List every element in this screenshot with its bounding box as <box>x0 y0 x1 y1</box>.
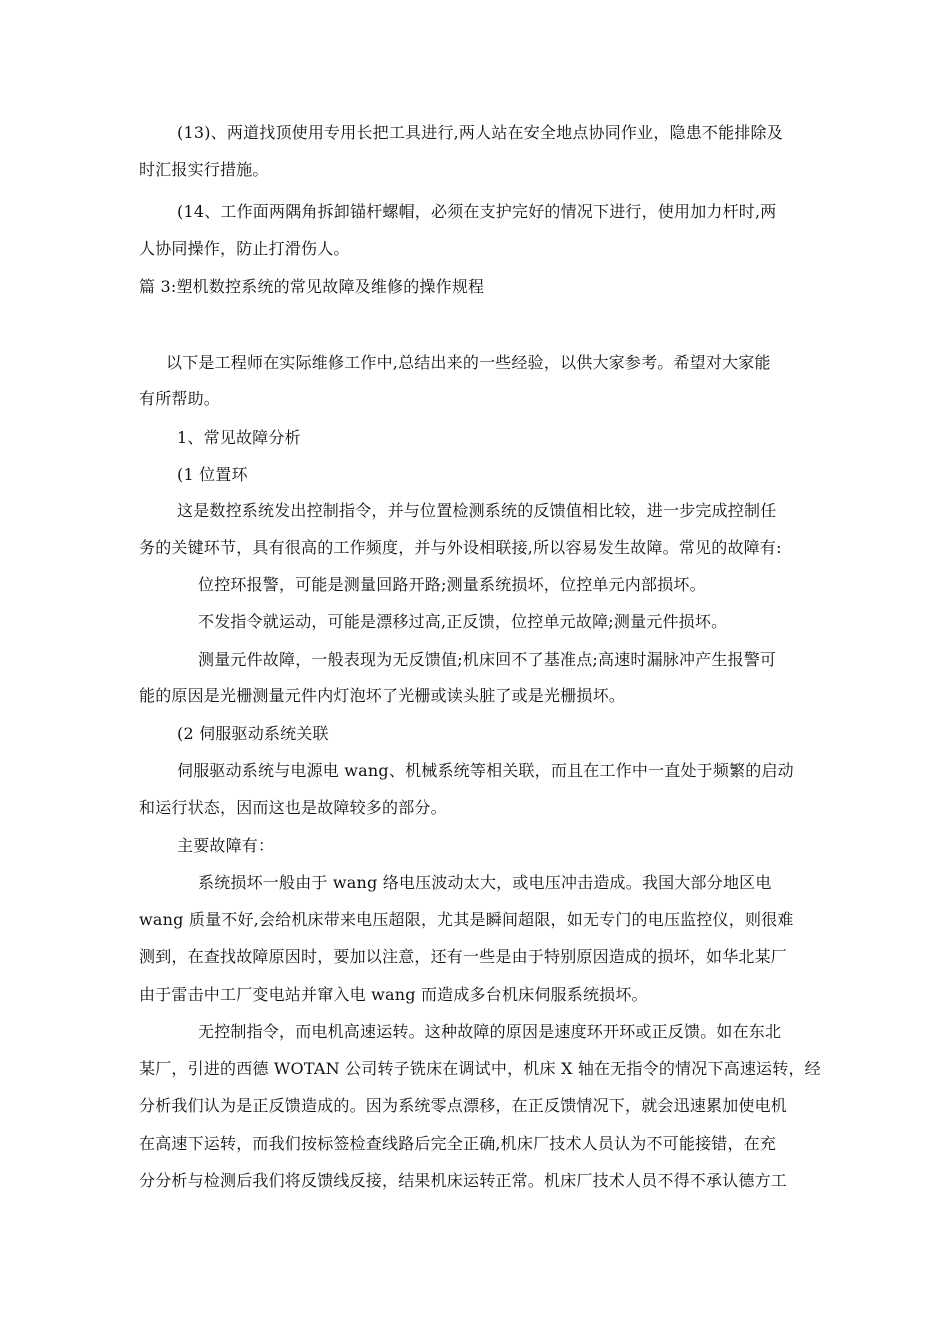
no-command-line-2: 某厂，引进的西德 WOTAN 公司转子铣床在调试中，机床 X 轴在无指令的情况下高速运转，经 <box>139 1059 821 1078</box>
damage-line-4: 由于雷击中工厂变电站并窜入电 wang 而造成多台机床伺服系统损坏。 <box>139 985 648 1004</box>
subheading-servo-drive: (2 伺服驱动系统关联 <box>177 724 329 743</box>
fault-item-2: 不发指令就运动，可能是漂移过高,正反馈，位控单元故障;测量元件损坏。 <box>198 612 728 631</box>
paragraph-13-line-2: 时汇报实行措施。 <box>139 160 269 179</box>
paragraph-14-line-2: 人协同操作，防止打滑伤人。 <box>139 239 350 258</box>
intro-line-2: 有所帮助。 <box>139 389 221 408</box>
no-command-line-4: 在高速下运转，而我们按标签检查线路后完全正确,机床厂技术人员认为不可能接错，在充 <box>139 1134 777 1153</box>
heading-fault-analysis: 1、常见故障分析 <box>177 428 301 447</box>
no-command-line-1: 无控制指令，而电机高速运转。这种故障的原因是速度环开环或正反馈。如在东北 <box>198 1022 782 1041</box>
subheading-position-loop: (1 位置环 <box>177 465 248 484</box>
damage-line-3: 测到，在查找故障原因时，要加以注意，还有一些是由于特别原因造成的损坏，如华北某厂 <box>139 947 788 966</box>
intro-line-1: 以下是工程师在实际维修工作中,总结出来的一些经验，以供大家参考。希望对大家能 <box>166 353 771 372</box>
damage-line-2: wang 质量不好,会给机床带来电压超限，尤其是瞬间超限，如无专门的电压监控仪，则很难 <box>139 910 794 929</box>
position-loop-line-2: 务的关键环节，具有很高的工作频度，并与外设相联接,所以容易发生故障。常见的故障有: <box>139 538 782 557</box>
paragraph-14-line-1: (14、工作面两隅角拆卸锚杆螺帽，必须在支护完好的情况下进行，使用加力杆时,两 <box>177 202 777 221</box>
fault-item-3-line-1: 测量元件故障，一般表现为无反馈值;机床回不了基准点;高速时漏脉冲产生报警可 <box>198 650 777 669</box>
servo-line-1: 伺服驱动系统与电源电 wang、机械系统等相关联，而且在工作中一直处于频繁的启动 <box>177 761 794 780</box>
servo-line-2: 和运行状态，因而这也是故障较多的部分。 <box>139 798 447 817</box>
damage-line-1: 系统损坏一般由于 wang 络电压波动太大，或电压冲击造成。我国大部分地区电 <box>198 873 772 892</box>
main-faults-label: 主要故障有： <box>177 836 275 855</box>
no-command-line-5: 分分析与检测后我们将反馈线反接，结果机床运转正常。机床厂技术人员不得不承认德方工 <box>139 1171 788 1190</box>
fault-item-3-line-2: 能的原因是光栅测量元件内灯泡坏了光栅或读头脏了或是光栅损坏。 <box>139 686 626 705</box>
no-command-line-3: 分析我们认为是正反馈造成的。因为系统零点漂移，在正反馈情况下，就会迅速累加使电机 <box>139 1096 788 1115</box>
position-loop-line-1: 这是数控系统发出控制指令，并与位置检测系统的反馈值相比较，进一步完成控制任 <box>177 501 777 520</box>
section-title: 篇 3:塑机数控系统的常见故障及维修的操作规程 <box>139 277 485 296</box>
paragraph-13-line-1: (13)、两道找顶使用专用长把工具进行,两人站在安全地点协同作业，隐患不能排除及 <box>177 123 783 142</box>
fault-item-1: 位控环报警，可能是测量回路开路;测量系统损坏，位控单元内部损坏。 <box>198 575 706 594</box>
